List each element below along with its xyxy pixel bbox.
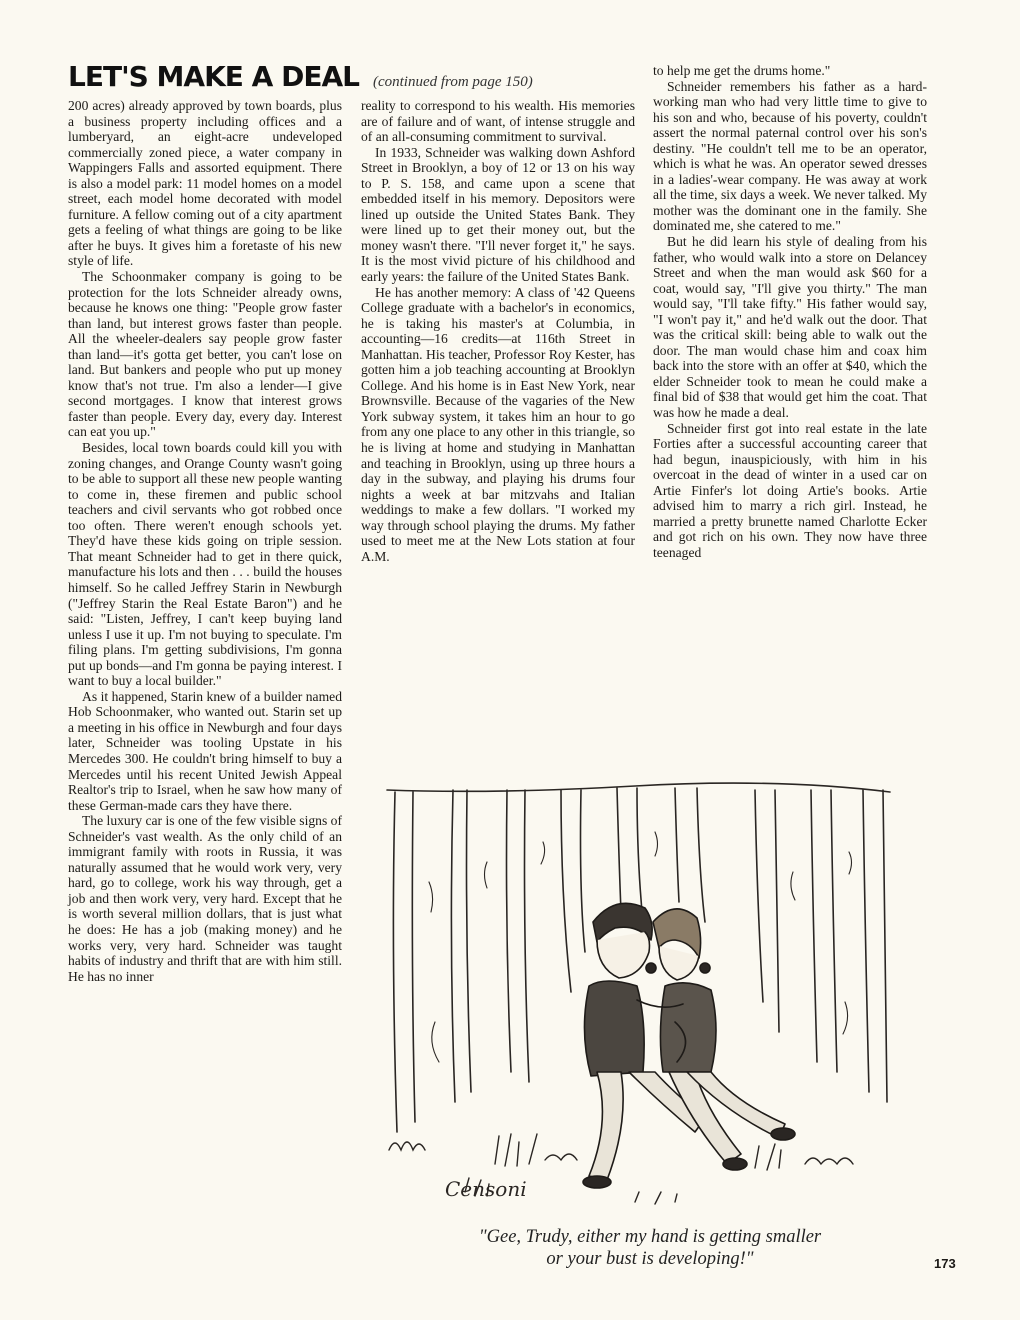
caption-line: or your bust is developing!" [546,1249,754,1269]
continued-note: (continued from page 150) [372,74,533,90]
cartoon-illustration [375,772,895,1224]
paragraph: In 1933, Schneider was walking down Ashford Street in Brooklyn, a boy of 12 or 13 on his way to P. S. 158, and came upon a scene that embedded itself in his memory. Depositors were lined up outside the United States Bank. They were lined up to get their money out, but the money wasn't there. "I'll never forget it," he says. It is the most vivid picture of his childhood and early years: the failure of the United States Bank. [361,144,635,285]
cartoon-caption [380,1226,920,1270]
paragraph: As it happened, Starin knew of a builder named Hob Schoonmaker, who wanted out. Starin set up a meeting in his office in Newburgh and four days later, Schneider was tooling Upstate in his Mercedes 300. He couldn't bring himself to buy a Mercedes until his recent United Jewish Appeal Realtor's trip to Israel, when he saw how many of these German-made cars they have there. [68,688,342,813]
cartoonist-signature: Censoni [445,1177,527,1201]
caption-line: "Gee, Trudy, either my hand is getting smaller [478,1227,822,1247]
text-column-2 [361,98,635,564]
paragraph: But he did learn his style of dealing from his father, who would walk into a store on Delancey Street and when the man would ask $60 for a coat, would say, "I'll give you thirty." The man would say, "I'll take fifty." His father would say, "I won't pay it," and he'd walk out the door. That was the critical skill: being able to walk out the door. The man would chase him and coax him back into the store with an offer at $40, which the elder Schneider took to mean he could make a final bid of $38 that would get him the coat. That was how he made a deal. [653,234,927,421]
paragraph: The Schoonmaker company is going to be protection for the lots Schneider already owns, because he knows one thing: "People grow faster than land, but interest grows faster than people. All the wheeler-dealers say people grow faster than land—it's gotta get better, you can't lose on land. But bankers and people who put up money know that's not true. I'm also a lender—I give second mortgages. I know that interest grows faster than people. Every day, every day. Interest can eat you up." [68,269,342,440]
paragraph: He has another memory: A class of '42 Queens College graduate with a bachelor's in economics, he is taking his master's at Columbia, in accounting—16 credits—at 116th Street in Manhattan. His teacher, Professor Roy Kester, has gotten him a job teaching accounting at Brooklyn College. And his home is in East New York, near Brownsville. Because of the vagaries of the New York subway system, it takes him an hour to go from any one place to any other in this triangle, so he is living at home and studying in Manhattan and teaching in Brooklyn, using up three hours a day in the subway, and playing his drums four nights a week at bar mitzvahs and Italian weddings to make a few dollars. "I worked my way through school playing the drums. My father used to meet me at the New Lots station at four A.M. [361,284,635,564]
paragraph: 200 acres) already approved by town boards, plus a business property including offices and a lumberyard, an eight-acre undeveloped commercially zoned piece, a water company in Wappingers Falls and assorted equipment. There is also a model park: 11 model homes on a model street, each model home decorated with model furniture. A fellow coming out of a city apartment gets a feeling of what things are going to be like after he buys. It gives him a foretaste of his new style of life. [68,98,342,269]
paragraph: Schneider remembers his father as a hard-working man who had very little time to give to his son and who, because of his poverty, couldn't assert the normal paternal control over his son's destiny. "He couldn't tell me to be an operator, which is what he was. An operator sewed dresses in a ladies'-wear company. He was away at work all the time, six days a week. We never talked. My mother was the dominant one in the family. She dominated me, she catered to me." [653,78,927,234]
paragraph: reality to correspond to his wealth. His memories are of failure and of want, of intense struggle and of an all-consuming commitment to survival. [361,98,635,145]
page-number: 173 [934,1256,956,1271]
article-header [68,60,533,93]
paragraph: to help me get the drums home." [653,63,831,78]
paragraph: Schneider first got into real estate in the late Forties after a successful accounting career that had begun, inauspiciously, with him in his overcoat in the dead of winter in a used car on Artie Finfer's lot doing Artie's books. Artie advised him to marry a rich girl. Instead, he married a pretty brunette named Charlotte Ecker and got rich on his own. They now have three teenaged [653,420,927,560]
text-column-3 [653,63,927,561]
text-column-1 [68,98,342,984]
paragraph: The luxury car is one of the few visible signs of Schneider's vast wealth. As the only child of an immigrant family with roots in Russia, it was naturally assumed that he would work very, very hard, go to college, work his way through, get a job and then work very, very hard. Except that he is worth several million dollars, that is just what he does: He has a job (making money) and he works very, very hard. Schneider was taught habits of industry and thrift that are with him still. He has no inner [68,813,342,984]
paragraph: Besides, local town boards could kill you with zoning changes, and Orange County wasn't going to be able to support all these new people wanting to come in, these firemen and public school teachers and civil servants who got robbed once too often. There weren't enough schools yet. They'd have these kids going on triple session. That meant Schneider had to get in there quick, manufacture his lots and then . . . build the houses himself. So he called Jeffrey Starin in Newburgh ("Jeffrey Starin the Real Estate Baron") and he said: "Listen, Jeffrey, I can't keep buying land unless I use it up. I'm not buying to speculate. I'm filing plans. I'm getting subdivisions, I'm gonna put up bonds—and I'm gonna be paying interest. I want to buy a local builder." [68,440,342,689]
article-title: LET'S MAKE A DEAL [68,60,359,93]
